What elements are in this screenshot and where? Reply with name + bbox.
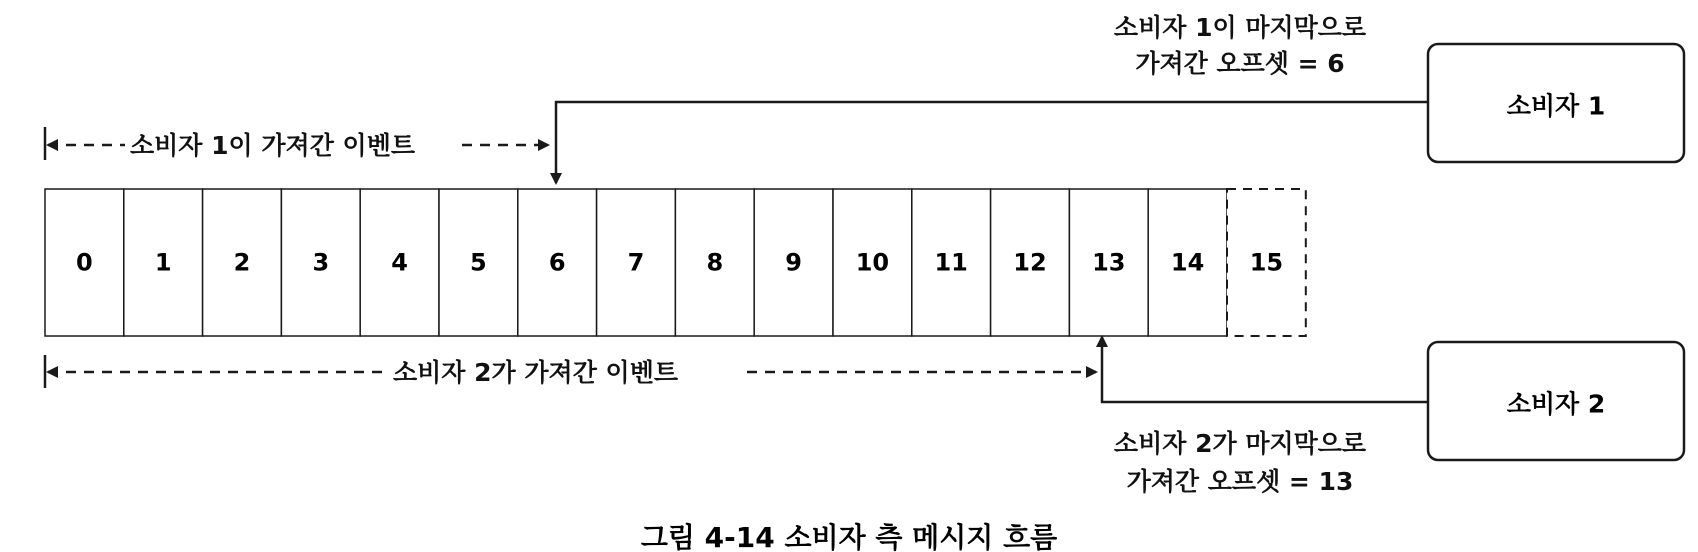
log-cell-offset: 1 [154, 248, 172, 277]
consumer1-offset-line2: 가져간 오프셋 = 6 [1135, 49, 1345, 78]
consumer1-box-label: 소비자 1 [1506, 91, 1606, 121]
consumer1-box [1428, 44, 1684, 162]
consumer2-range [45, 355, 1096, 388]
log-cell-offset: 7 [627, 248, 645, 277]
log-cell-offset: 2 [233, 248, 251, 277]
figure-caption: 그림 4-14 소비자 측 메시지 흐름 [640, 521, 1058, 552]
consumer1-offset-arrow [556, 102, 1430, 183]
log-cell-offset: 9 [785, 248, 802, 277]
consumer2-range-label: 소비자 2가 가져간 이벤트 [393, 358, 679, 387]
log-cell-offset: 13 [1092, 248, 1126, 277]
consumer2-offset-arrow [1102, 337, 1430, 402]
consumer2-offset-line1: 소비자 2가 마지막으로 [1113, 429, 1367, 458]
log-cell-offset: 4 [391, 248, 408, 277]
log-cell-offset: 5 [470, 248, 487, 277]
log-cell-offset: 11 [934, 248, 968, 277]
log-cell-offset: 6 [548, 248, 566, 277]
log-cell-offset: 8 [706, 248, 724, 277]
consumer2-offset-line2: 가져간 오프셋 = 13 [1126, 467, 1354, 496]
consumer1-offset-line1: 소비자 1이 마지막으로 [1113, 13, 1367, 42]
consumer2-pointer [1102, 337, 1430, 496]
consumer1-range-label: 소비자 1이 가져간 이벤트 [130, 131, 416, 160]
consumer1-range [45, 127, 548, 160]
log-cell-offset: 15 [1249, 248, 1284, 277]
log-cell-offset: 0 [76, 248, 93, 277]
consumer2-box [1428, 342, 1684, 460]
log-cell-offset: 14 [1170, 248, 1205, 277]
log-cell-offset: 12 [1013, 248, 1047, 277]
log-cell-offset: 3 [312, 248, 330, 277]
consumer2-box-label: 소비자 2 [1506, 389, 1606, 419]
partition-log [45, 189, 1306, 336]
log-cell-offset: 10 [855, 248, 890, 277]
consumer1-pointer [556, 13, 1430, 183]
